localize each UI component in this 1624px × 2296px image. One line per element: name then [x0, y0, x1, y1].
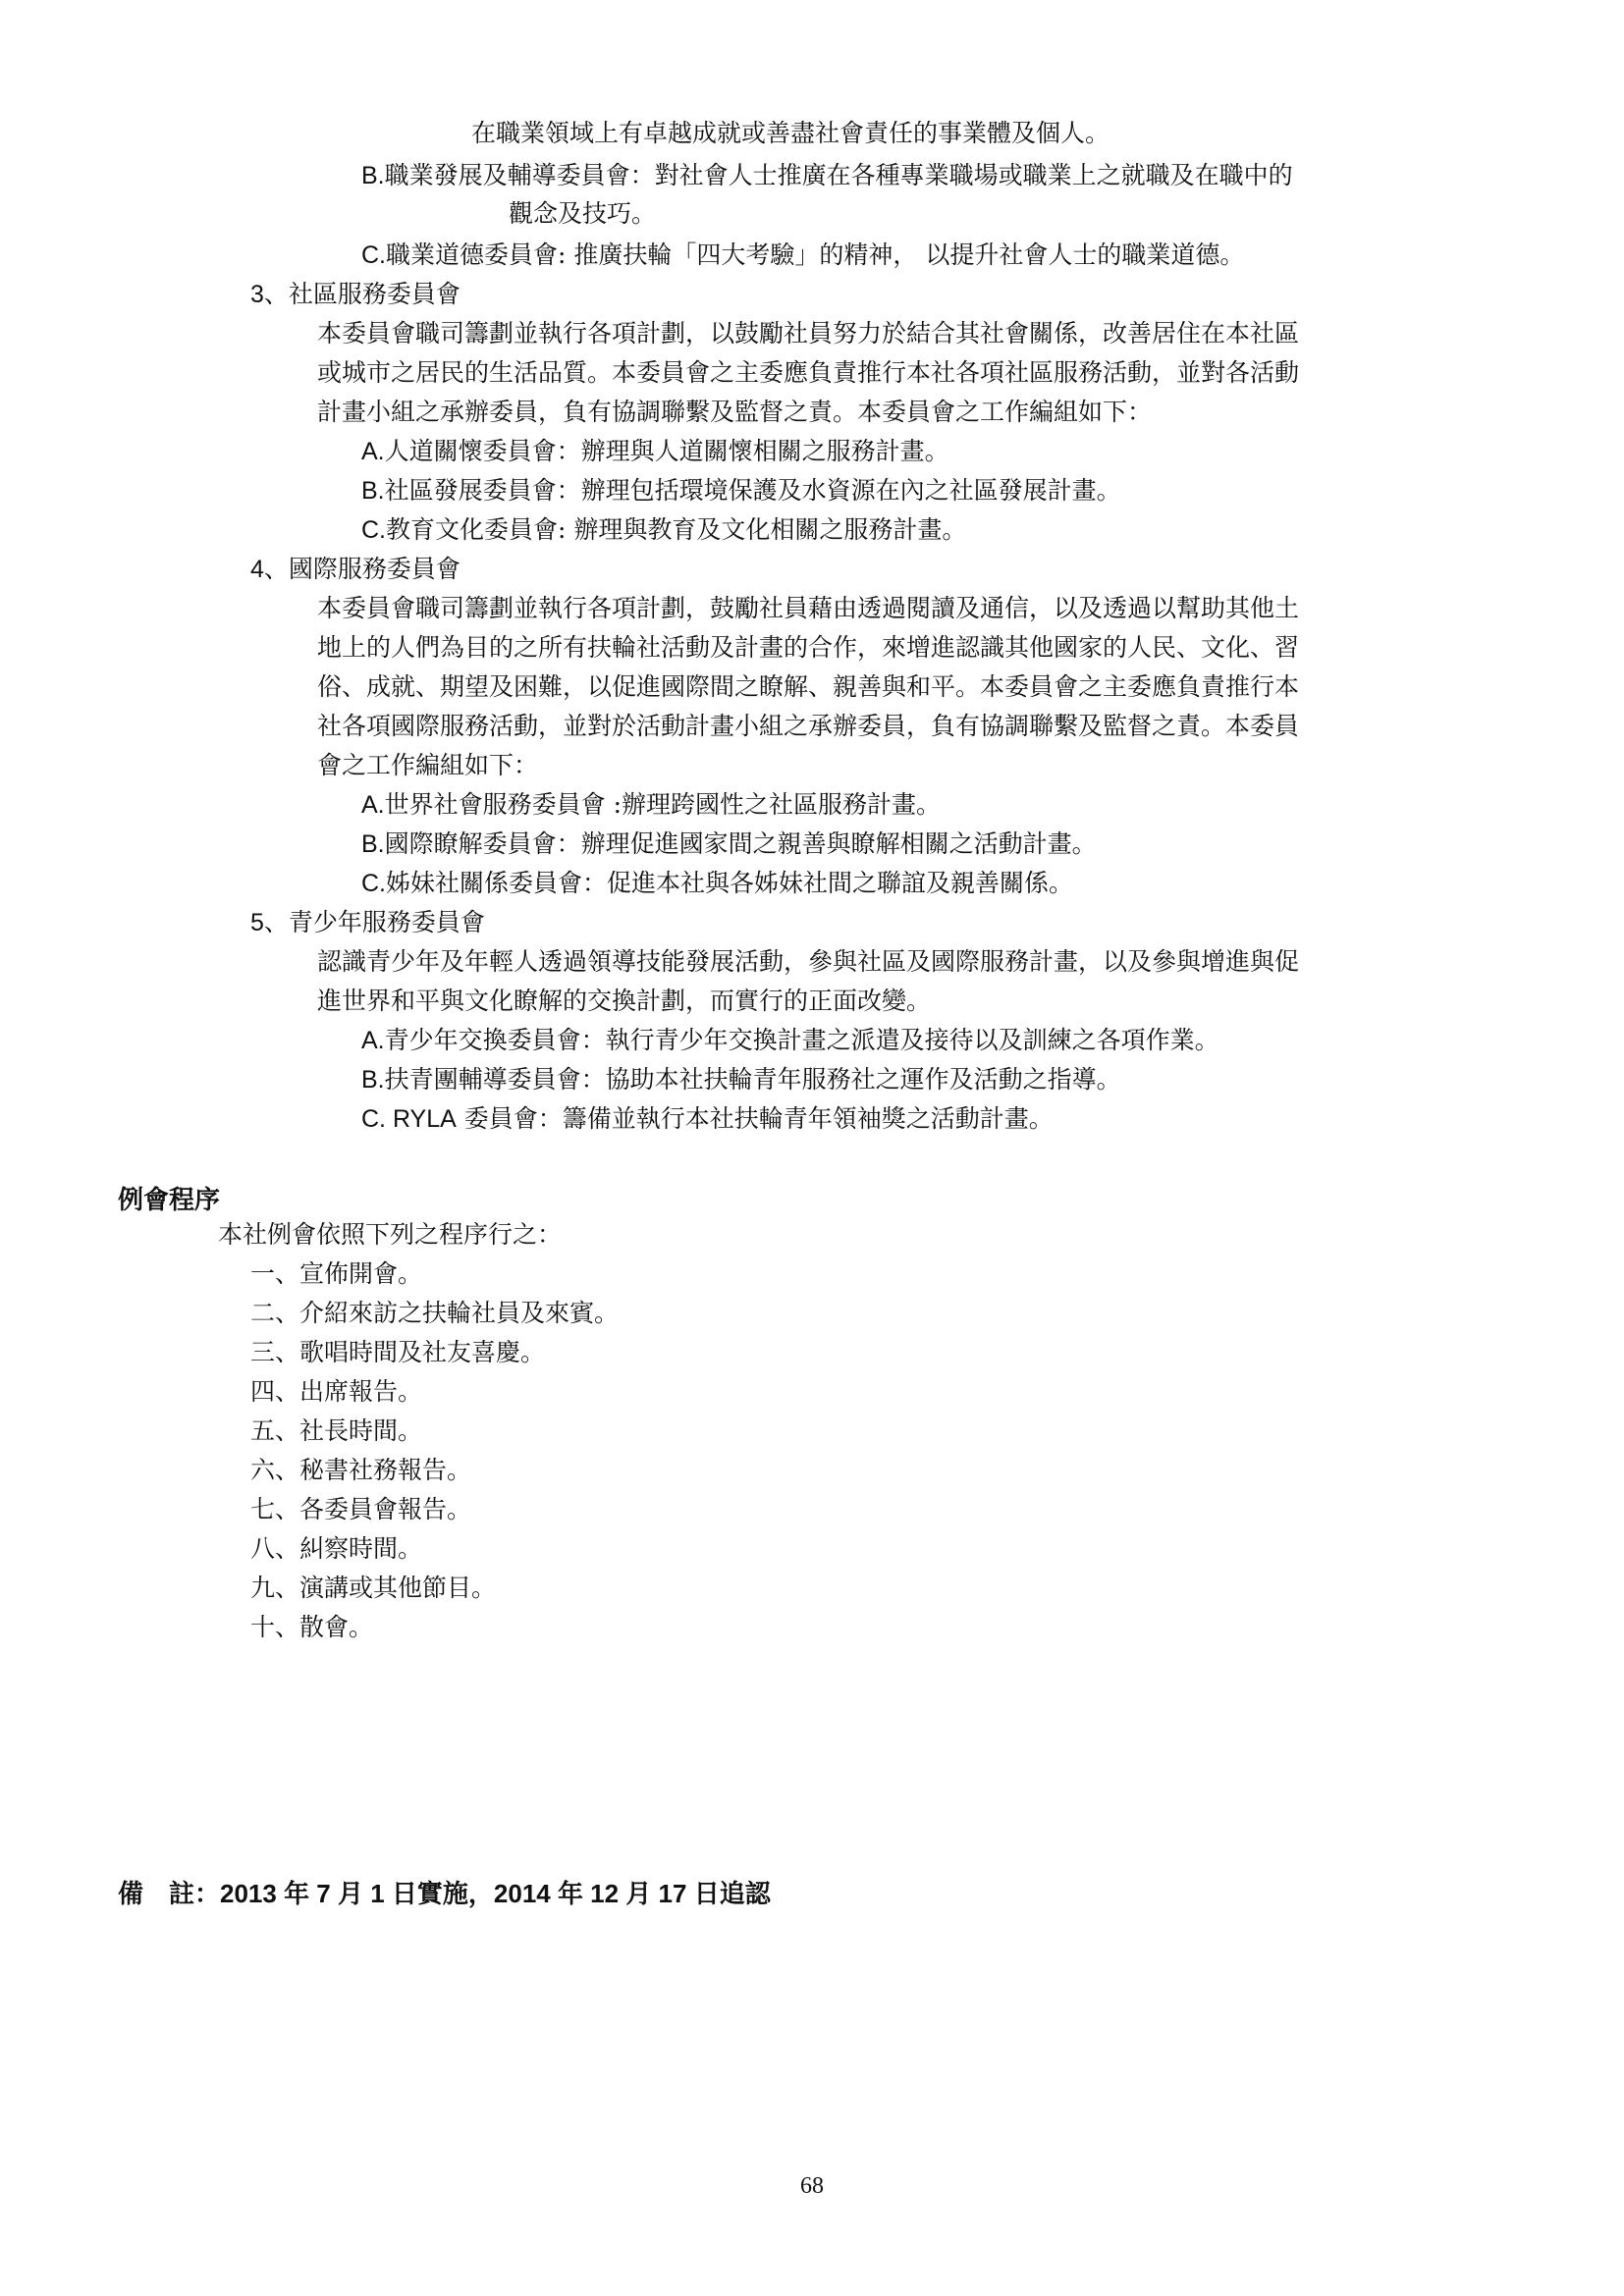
meeting-step: 六、秘書社務報告。 — [250, 1456, 472, 1484]
item-label: C. — [361, 241, 386, 269]
item-label: B. — [361, 1066, 385, 1094]
footnote-label: 備 註： — [118, 1880, 221, 1909]
vocational-item-b — [361, 156, 1293, 195]
item-text: 扶青團輔導委員會：協助本社扶輪青年服務社之運作及活動之指導。 — [384, 1065, 1121, 1094]
meeting-step: 四、出席報告。 — [250, 1377, 423, 1406]
meeting-step: 十、散會。 — [250, 1613, 374, 1641]
item-text: 職業發展及輔導委員會：對社會人士推廣在各種專業職場或職業上之就職及在職中的 — [384, 161, 1293, 189]
community-item-b — [361, 471, 1121, 510]
meeting-step: 五、社長時間。 — [250, 1416, 423, 1445]
section-number: 5、 — [250, 909, 289, 936]
item-label: A. — [361, 1027, 385, 1054]
page-number: 68 — [800, 2173, 824, 2199]
international-desc-line: 地上的人們為目的之所有扶輪社活動及計畫的合作，來增進認識其他國家的人民、文化、習 — [317, 633, 1300, 662]
meeting-intro: 本社例會依照下列之程序行之： — [218, 1220, 563, 1249]
meeting-step: 八、糾察時間。 — [250, 1534, 423, 1563]
section-number: 3、 — [250, 281, 289, 308]
item-label: A. — [361, 791, 385, 819]
community-item-a — [361, 432, 949, 471]
community-desc-line: 或城市之居民的生活品質。本委員會之主委應負責推行本社各項社區服務活動，並對各活動 — [317, 358, 1300, 387]
youth-item-c — [361, 1099, 1054, 1139]
vocational-item-b-cont: 觀念及技巧。 — [509, 199, 657, 228]
meeting-heading: 例會程序 — [118, 1186, 221, 1215]
youth-desc-line: 認識青少年及年輕人透過領導技能發展活動，參與社區及國際服務計畫，以及參與增進與促 — [317, 947, 1300, 976]
vocational-a-continuation: 在職業領域上有卓越成就或善盡社會責任的事業體及個人。 — [471, 119, 1110, 147]
vocational-item-c — [361, 236, 1244, 275]
footnote — [118, 1874, 771, 1910]
item-text: 人道關懷委員會：辦理與人道關懷相關之服務計畫。 — [384, 437, 949, 465]
international-desc-line: 本委員會職司籌劃並執行各項計劃，鼓勵社員藉由透過閱讀及通信，以及透過以幫助其他土 — [317, 594, 1300, 622]
community-desc-line: 本委員會職司籌劃並執行各項計劃，以鼓勵社員努力於結合其社會關係，改善居住在本社區 — [317, 319, 1300, 347]
community-desc-line: 計畫小組之承辦委員，負有協調聯繫及監督之責。本委員會之工作編組如下： — [317, 398, 1153, 426]
meeting-step: 九、演講或其他節目。 — [250, 1574, 497, 1602]
international-desc-line: 社各項國際服務活動，並對於活動計畫小組之承辦委員，負有協調聯繫及監督之責。本委員 — [317, 712, 1300, 740]
meeting-step: 七、各委員會報告。 — [250, 1495, 472, 1523]
item-label: B. — [361, 162, 385, 189]
section-title-international — [250, 550, 460, 589]
youth-desc-line: 進世界和平與文化瞭解的交換計劃，而實行的正面改變。 — [317, 987, 932, 1015]
item-label: B. — [361, 477, 385, 505]
item-text: 教育文化委員會: 辦理與教育及文化相關之服務計畫。 — [386, 515, 967, 544]
item-label: B. — [361, 830, 385, 858]
section-title: 青少年服務委員會 — [288, 908, 485, 936]
item-text: 職業道德委員會: 推廣扶輪「四大考驗」的精神， 以提升社會人士的職業道德。 — [386, 240, 1245, 269]
item-text: 青少年交換委員會：執行青少年交換計畫之派遣及接待以及訓練之各項作業。 — [384, 1026, 1219, 1054]
meeting-step: 二、介紹來訪之扶輪社員及來賓。 — [250, 1299, 620, 1327]
international-item-b — [361, 825, 1097, 864]
youth-item-a — [361, 1021, 1219, 1060]
international-desc-line: 俗、成就、期望及困難，以促進國際間之瞭解、親善與和平。本委員會之主委應負責推行本 — [317, 672, 1300, 701]
item-label: C. RYLA — [361, 1105, 457, 1133]
meeting-step: 三、歌唱時間及社友喜慶。 — [250, 1338, 546, 1366]
international-item-a — [361, 785, 941, 825]
footnote-text: 2013 年 7 月 1 日實施，2014 年 12 月 17 日追認 — [220, 1879, 771, 1908]
meeting-step: 一、宣佈開會。 — [250, 1259, 423, 1288]
section-title: 國際服務委員會 — [288, 555, 460, 583]
item-text: 世界社會服務委員會 :辦理跨國性之社區服務計畫。 — [384, 790, 941, 819]
item-text: 委員會：籌備並執行本社扶輪青年領袖獎之活動計畫。 — [456, 1104, 1054, 1133]
item-label: A. — [361, 438, 385, 465]
item-text: 姊妹社關係委員會：促進本社與各姊妹社間之聯誼及親善關係。 — [386, 869, 1074, 897]
section-title-youth — [250, 903, 485, 942]
item-label: C. — [361, 516, 386, 544]
community-item-c — [361, 510, 966, 550]
item-label: C. — [361, 870, 386, 897]
youth-item-b — [361, 1060, 1121, 1099]
international-desc-line: 會之工作編組如下： — [317, 751, 539, 779]
international-item-c — [361, 864, 1073, 903]
section-title-community — [250, 275, 460, 314]
section-title: 社區服務委員會 — [288, 280, 460, 308]
section-number: 4、 — [250, 556, 289, 583]
item-text: 國際瞭解委員會：辦理促進國家間之親善與瞭解相關之活動計畫。 — [384, 829, 1097, 858]
item-text: 社區發展委員會：辦理包括環境保護及水資源在內之社區發展計畫。 — [384, 476, 1121, 505]
